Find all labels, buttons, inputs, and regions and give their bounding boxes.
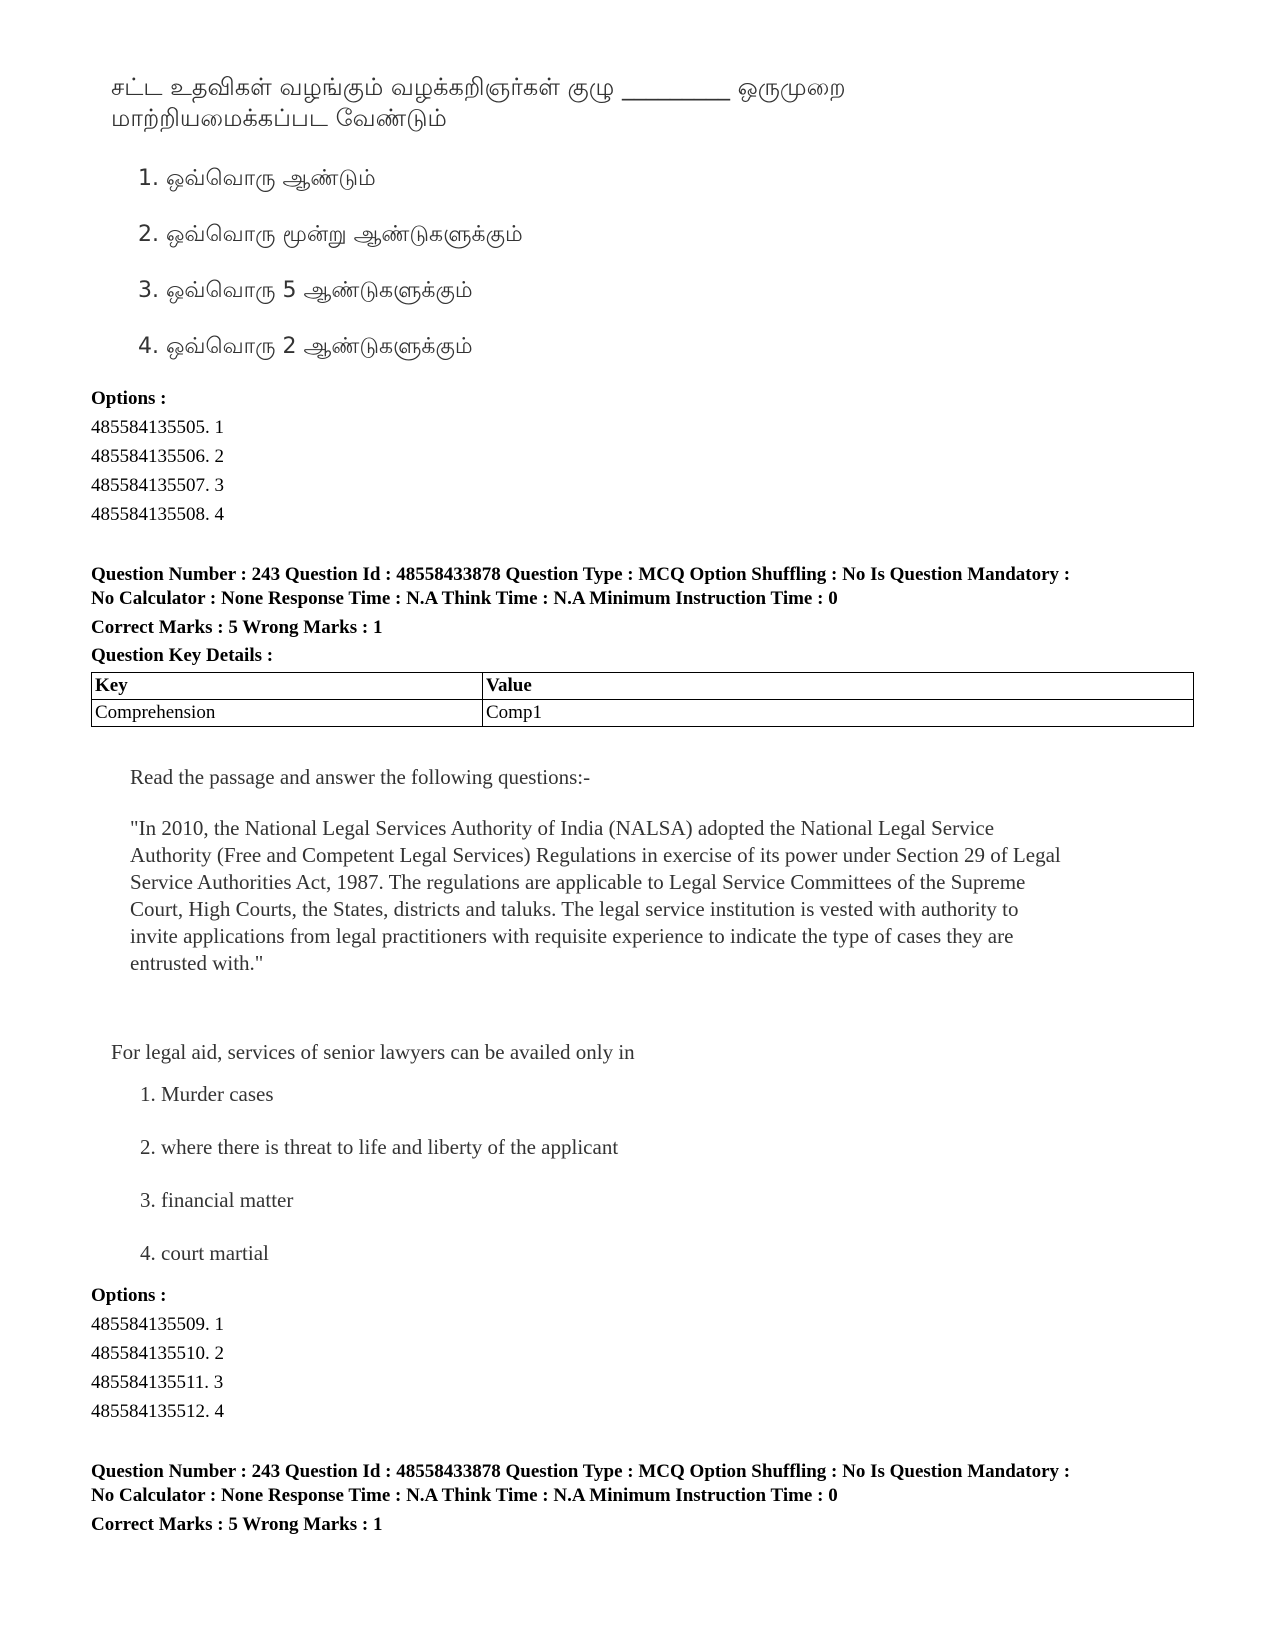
option-id: 485584135507. 3	[91, 475, 224, 496]
option-id: 485584135508. 4	[91, 504, 224, 525]
header-value: Value	[483, 673, 1194, 700]
options-label: Options :	[91, 1285, 167, 1306]
option-id: 485584135512. 4	[91, 1401, 224, 1422]
question-text-english: For legal aid, services of senior lawyers can be availed only in	[111, 1040, 635, 1064]
option-id: 485584135509. 1	[91, 1314, 224, 1335]
passage-heading: Read the passage and answer the following questions:-	[130, 765, 591, 789]
header-key: Key	[92, 673, 483, 700]
choice-1: 1. ஒவ்வொரு ஆண்டும்	[138, 166, 376, 191]
passage-line: Court, High Courts, the States, districts and taluks. The legal service institution is vested with authority to	[130, 897, 1019, 921]
table-header-row	[92, 673, 1194, 700]
options-label: Options :	[91, 388, 167, 409]
question-line-2: மாற்றியமைக்கப்பட வேண்டும்	[111, 104, 447, 132]
choice-3: 3. ஒவ்வொரு 5 ஆண்டுகளுக்கும்	[138, 278, 473, 303]
options-list	[91, 1310, 224, 1426]
question-text-tamil	[111, 72, 1011, 134]
options-list	[91, 413, 224, 529]
key-value-table	[91, 672, 1194, 727]
choice-3: 3. financial matter	[140, 1188, 294, 1212]
passage-line: Service Authorities Act, 1987. The regulations are applicable to Legal Service Committees of the Supreme	[130, 870, 1026, 894]
passage-line: invite applications from legal practitioners with requisite experience to indicate the type of cases they are	[130, 924, 1014, 948]
choice-4: 4. ஒவ்வொரு 2 ஆண்டுகளுக்கும்	[138, 334, 473, 359]
meta-line-1: Question Number : 243 Question Id : 48558433878 Question Type : MCQ Option Shuffling : No Is Question Mandatory :	[91, 564, 1071, 585]
question-line-1: சட்ட உதவிகள் வழங்கும் வழக்கறிஞர்கள் குழு _________ ஒருமுறை	[111, 73, 846, 101]
option-id: 485584135511. 3	[91, 1372, 224, 1393]
cell-value: Comp1	[483, 700, 1194, 727]
question-meta	[91, 1460, 1201, 1508]
passage-line: "In 2010, the National Legal Services Authority of India (NALSA) adopted the National Legal Service	[130, 816, 995, 840]
passage-text	[130, 815, 1180, 977]
passage-line: entrusted with."	[130, 951, 264, 975]
meta-line-2: No Calculator : None Response Time : N.A Think Time : N.A Minimum Instruction Time : 0	[91, 588, 838, 609]
meta-line-1: Question Number : 243 Question Id : 48558433878 Question Type : MCQ Option Shuffling : No Is Question Mandatory :	[91, 1461, 1071, 1482]
option-id: 485584135505. 1	[91, 417, 224, 438]
table-row	[92, 700, 1194, 727]
marks-line: Correct Marks : 5 Wrong Marks : 1	[91, 617, 383, 638]
choice-1: 1. Murder cases	[140, 1082, 274, 1106]
option-id: 485584135506. 2	[91, 446, 224, 467]
meta-line-2: No Calculator : None Response Time : N.A Think Time : N.A Minimum Instruction Time : 0	[91, 1485, 838, 1506]
question-meta	[91, 563, 1201, 611]
marks-line: Correct Marks : 5 Wrong Marks : 1	[91, 1514, 383, 1535]
option-id: 485584135510. 2	[91, 1343, 224, 1364]
choice-2: 2. ஒவ்வொரு மூன்று ஆண்டுகளுக்கும்	[138, 222, 523, 247]
choice-2: 2. where there is threat to life and liberty of the applicant	[140, 1135, 619, 1159]
key-details-label: Question Key Details :	[91, 645, 274, 666]
cell-key: Comprehension	[92, 700, 483, 727]
passage-line: Authority (Free and Competent Legal Services) Regulations in exercise of its power under Section 29 of Legal	[130, 843, 1061, 867]
choice-4: 4. court martial	[140, 1241, 269, 1265]
